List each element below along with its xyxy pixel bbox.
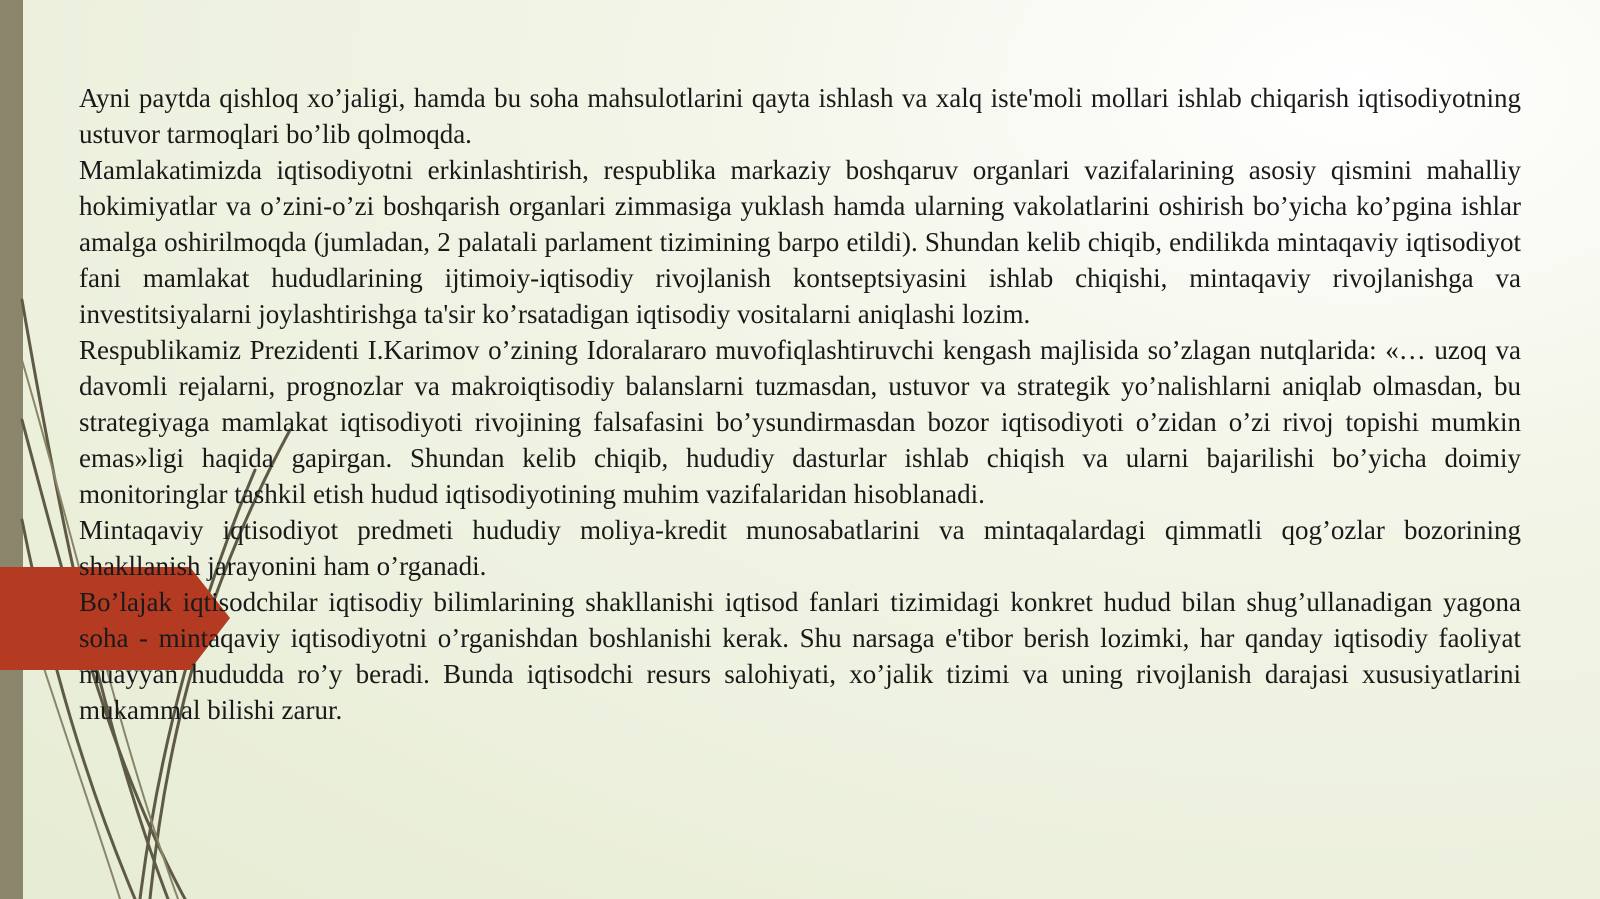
paragraph-1: Ayni paytda qishloq xo’jaligi, hamda bu soha mahsulotlarini qayta ishlash va xalq iste'moli mollari ishlab chiqarish iqtisodiyotning ustuvor tarmoqlari bo’lib qolmoqda. <box>79 83 1521 149</box>
paragraph-4: Mintaqaviy iqtisodiyot predmeti hududiy moliya-kredit munosabatlarini va mintaqalardagi qimmatli qog’ozlar bozorining shakllanish jarayonini ham o’rganadi. <box>79 515 1521 581</box>
paragraph-2: Mamlakatimizda iqtisodiyotni erkinlashtirish, respublika markaziy boshqaruv organlari vazifalarining asosiy qismini mahalliy hokimiyatlar va o’zini-o’zi boshqarish organlari zimmasiga yuklash hamda ularning vakolatlarini oshirish bo’yicha ko’pgina ishlar amalga oshirilmoqda (jumladan, 2 palatali parlament tizimining barpo etildi). Shundan kelib chiqib, endilikda mintaqaviy iqtisodiyot fani mamlakat hududlarining ijtimoiy-iqtisodiy rivojlanish kontseptsiyasini ishlab chiqishi, mintaqaviy rivojlanishga va investitsiyalarni joylashtirishga ta'sir ko’rsatadigan iqtisodiy vositalarni aniqlashi lozim. <box>79 155 1521 329</box>
paragraph-5: Bo’lajak iqtisodchilar iqtisodiy bilimlarining shakllanishi iqtisod fanlari tizimidagi konkret hudud bilan shug’ullanadigan yagona soha - mintaqaviy iqtisodiyotni o’rganishdan boshlanishi kerak. Shu narsaga e'tibor berish lozimki, har qanday iqtisodiy faoliyat muayyan hududda ro’y beradi. Bunda iqtisodchi resurs salohiyati, xo’jalik tizimi va uning rivojlanish darajasi xususiyatlarini mukammal bilishi zarur. <box>79 587 1521 725</box>
left-accent-bar <box>0 0 23 899</box>
body-text <box>79 80 1521 728</box>
paragraph-3: Respublikamiz Prezidenti I.Karimov o’zining Idoralararo muvofiqlashtiruvchi kengash majlisida so’zlagan nutqlarida: «… uzoq va davomli rejalarni, prognozlar va makroiqtisodiy balanslarni tuzmasdan, ustuvor va strategik yo’nalishlarni aniqlab olmasdan, bu strategiyaga mamlakat iqtisodiyoti rivojining falsafasini bo’ysundirmasdan bozor iqtisodiyoti o’zidan o’zi rivoj topishi mumkin emas»ligi haqida gapirgan. Shundan kelib chiqib, hududiy dasturlar ishlab chiqish va ularni bajarilishi bo’yicha doimiy monitoringlar tashkil etish hudud iqtisodiyotining muhim vazifalaridan hisoblanadi. <box>79 335 1521 509</box>
